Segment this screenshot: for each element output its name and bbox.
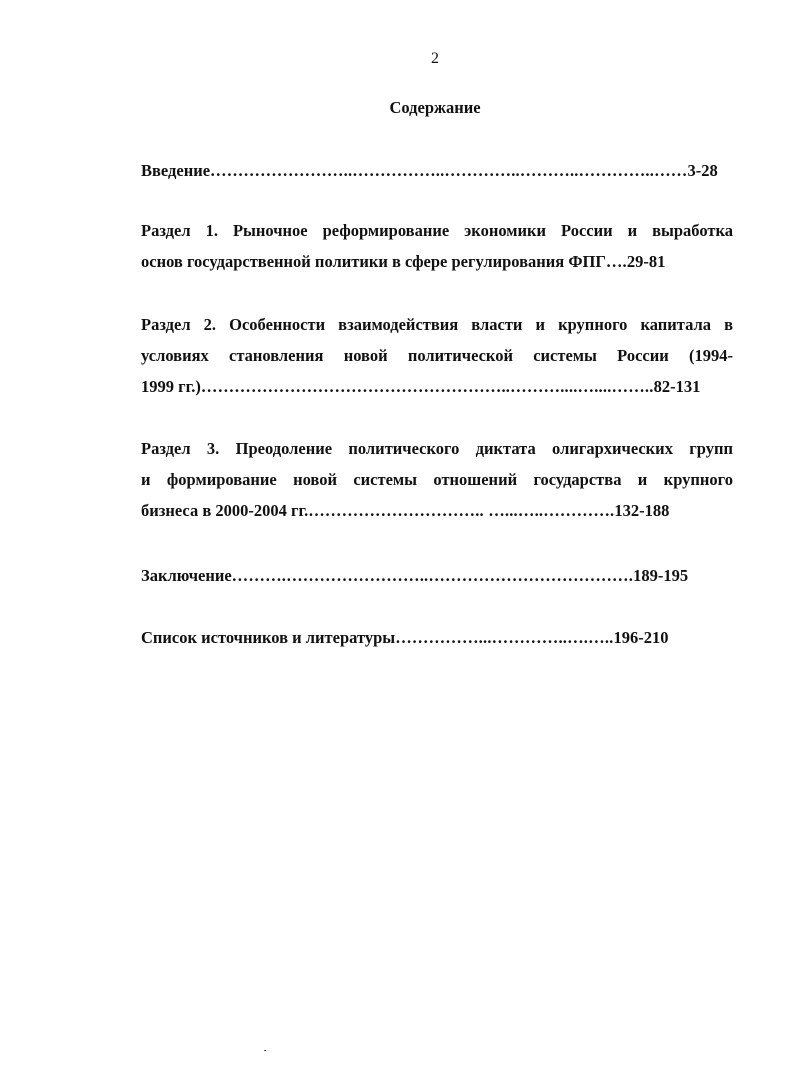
toc-entry-label: Заключение [141, 566, 232, 585]
toc-line: условиях становления новой политической системы России (1994- [141, 346, 733, 365]
toc-page-range: 132-188 [614, 501, 670, 520]
page-number: 2 [431, 50, 439, 67]
scan-speck [264, 1050, 266, 1051]
toc-entry-label: бизнеса в 2000-2004 гг. [141, 501, 309, 520]
toc-leader-dots: ……….……………………..………………………………. [231, 566, 634, 585]
toc-entry-label: Список источников и литературы [141, 628, 396, 647]
toc-line [141, 246, 733, 277]
toc-entry-section-2[interactable] [141, 309, 733, 402]
toc-leader-dots: ……………………..……………..…………..………..…………..…… [210, 161, 688, 180]
toc-entry-conclusion[interactable] [141, 560, 733, 591]
toc-page-range: 29-81 [626, 252, 666, 271]
toc-leader-dots: …. [605, 252, 627, 271]
toc-page-range: 3-28 [687, 161, 718, 180]
toc-leader-dots: ……………...…………..….….. [395, 628, 614, 647]
toc-entry-intro[interactable] [141, 155, 733, 186]
toc-page-range: 196-210 [613, 628, 669, 647]
page-title: Содержание [389, 98, 481, 117]
toc-entry-sources[interactable] [141, 622, 733, 653]
toc-line: Раздел 1. Рыночное реформирование экономики России и выработка [141, 221, 733, 240]
toc-line: Раздел 2. Особенности взаимодействия власти и крупного капитала в [141, 315, 733, 334]
toc-line: Раздел 3. Преодоление политического диктата олигархических групп [141, 439, 733, 458]
toc-page-range: 189-195 [633, 566, 689, 585]
toc-line [141, 371, 733, 402]
toc-line [141, 560, 733, 591]
toc-leader-dots: ………………………….. …...…..…………. [308, 501, 615, 520]
toc-entry-section-1[interactable] [141, 215, 733, 277]
toc-entry-label: Введение [141, 161, 211, 180]
toc-entry-label: 1999 гг.) [141, 377, 201, 396]
toc-line [141, 155, 733, 186]
toc-line: и формирование новой системы отношений государства и крупного [141, 470, 733, 489]
toc-line [141, 495, 733, 526]
toc-line [141, 622, 733, 653]
toc-entry-label: основ государственной политики в сфере регулирования ФПГ [141, 252, 606, 271]
toc-leader-dots: ………………………………………………..………....…....…….. [200, 377, 654, 396]
toc-page-range: 82-131 [653, 377, 701, 396]
toc-entry-section-3[interactable] [141, 433, 733, 526]
